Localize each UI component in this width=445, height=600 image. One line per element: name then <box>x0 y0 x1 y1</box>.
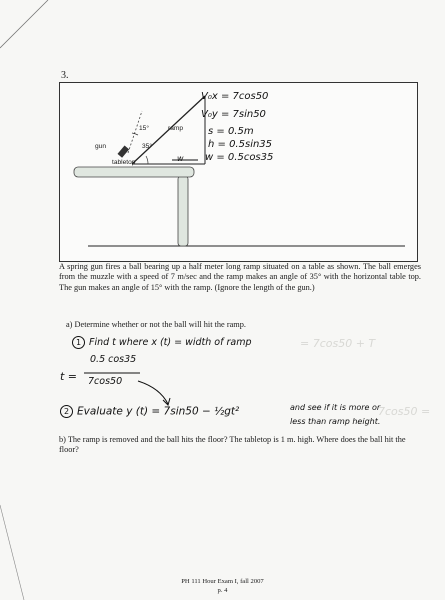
question-number: 3. <box>61 70 69 81</box>
hw-h: h = 0.5sin35 <box>208 139 273 150</box>
step-1-text: Find t where x (t) = width of ramp <box>89 337 252 348</box>
hw-voy: V₀y = 7sin50 <box>201 109 266 120</box>
bleed-through-text-1: = 7cos50 + T <box>300 337 376 350</box>
label-tabletop: tabletop <box>112 159 136 166</box>
step-1-circle: 1 <box>72 336 85 349</box>
problem-statement: A spring gun fires a ball bearing up a half meter long ramp situated on a table as shown. The ball emerges from the muzzle with a speed of 7 m/sec and the ramp makes an angle of 35° with the horizontal table top. The gun makes an angle of 15° with the ramp. (Ignore the length of the gun.) <box>59 262 421 292</box>
step-2-note-line1: and see if it is more or <box>290 403 381 412</box>
t-equation-lhs: t = <box>60 370 78 383</box>
part-b-question: b) The ramp is removed and the ball hits the floor? The tabletop is 1 m. high. Where does the ball hit the floor? <box>59 435 406 455</box>
t-numerator: 0.5 cos35 <box>90 354 137 365</box>
bleed-through-text-2: 7cos50 = <box>378 405 431 418</box>
hw-width-mark: w <box>177 154 184 163</box>
answer-step-2 <box>60 405 239 418</box>
label-ramp: ramp <box>168 125 184 132</box>
label-angle-15: 15° <box>139 125 149 132</box>
part-a-question: a) Determine whether or not the ball will hit the ramp. <box>66 320 246 329</box>
footer-course: PH 111 Hour Exam I, fall 2007 <box>181 578 264 585</box>
footer-page-number: p. 4 <box>217 587 228 594</box>
step-2-circle: 2 <box>60 405 73 418</box>
step-2-note-line2: less than ramp height. <box>290 417 381 426</box>
step-2-text: Evaluate y (t) = 7sin50 − ½gt² <box>77 405 240 418</box>
label-angle-35: 35° <box>142 143 152 150</box>
hw-s: s = 0.5m <box>208 126 254 137</box>
t-denominator: 7cos50 <box>88 376 123 387</box>
hw-w: w = 0.5cos35 <box>205 152 274 163</box>
label-gun: gun <box>95 143 107 150</box>
hw-vox: V₀x = 7cos50 <box>201 91 269 102</box>
